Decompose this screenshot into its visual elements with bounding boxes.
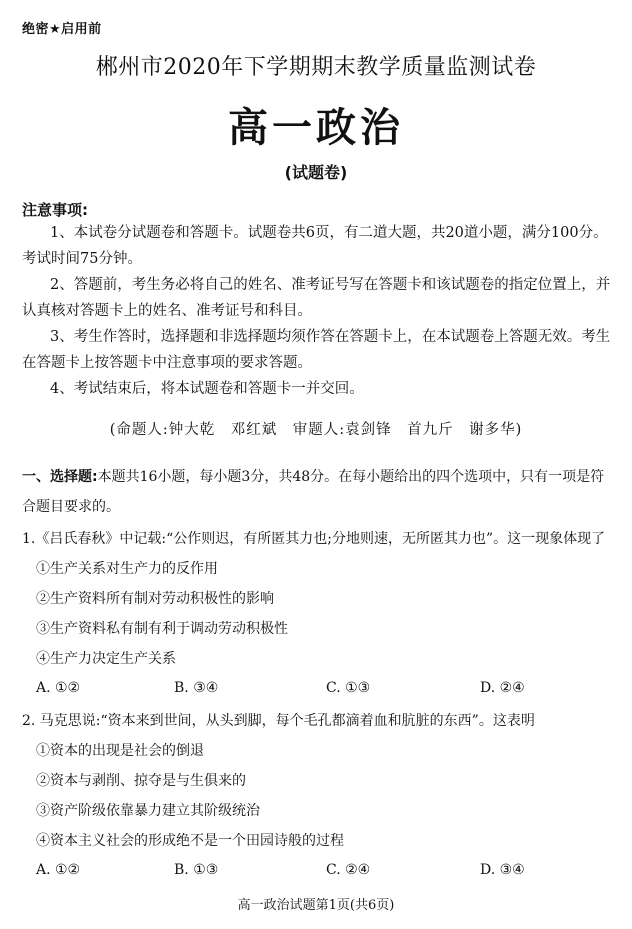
question-2-option-4: ④资本主义社会的形成绝不是一个田园诗般的过程 <box>36 833 344 849</box>
question-1-option-3: ③生产资料私有制有利于调动劳动积极性 <box>36 621 288 637</box>
question-2-option-2: ②资本与剥削、掠夺是与生俱来的 <box>36 773 246 789</box>
section-heading <box>22 462 612 522</box>
paper-type: (试题卷) <box>284 163 348 182</box>
question-1-option-2: ②生产资料所有制对劳动积极性的影响 <box>36 591 274 607</box>
question-1-choice-c: C. ①③ <box>326 680 371 696</box>
question-1-option-4: ④生产力决定生产关系 <box>36 651 176 667</box>
question-2-choice-a: A. ①② <box>36 862 81 878</box>
question-2-choice-b: B. ①③ <box>174 862 219 878</box>
question-2-option-1: ①资本的出现是社会的倒退 <box>36 743 204 759</box>
notice-item-4: 4、考试结束后，将本试题卷和答题卡一并交回。 <box>50 381 364 397</box>
notice-item-3: 3、考生作答时，选择题和非选择题均须作答在答题卡上，在本试题卷上答题无效。考生在答题卡上按答题卡中注意事项的要求答题。 <box>22 329 611 371</box>
section-instructions: 本题共16小题，每小题3分，共48分。在每小题给出的四个选项中，只有一项是符合题目要求的。 <box>22 469 605 515</box>
section-label: 一、选择题: <box>22 469 98 485</box>
subject-title: 高一政治 <box>228 105 404 151</box>
question-1-stem: 1.《吕氏春秋》中记载:“公作则迟，有所匿其力也;分地则速，无所匿其力也”。这一现象体现了 <box>22 531 606 547</box>
question-2-option-3: ③资产阶级依靠暴力建立其阶级统治 <box>36 803 260 819</box>
question-1-choice-a: A. ①② <box>36 680 81 696</box>
notice-title: 注意事项: <box>22 201 88 219</box>
authors-line: (命题人:钟大乾 邓红斌 审题人:袁剑锋 首九斤 谢多华) <box>109 422 523 438</box>
question-1-choice-d: D. ②④ <box>480 680 525 696</box>
page-footer: 高一政治试题第1页(共6页) <box>237 898 395 913</box>
confidential-label: 绝密★启用前 <box>22 22 102 37</box>
question-1-option-1: ①生产关系对生产力的反作用 <box>36 561 218 577</box>
exam-title: 郴州市2020年下学期期末教学质量监测试卷 <box>95 55 537 80</box>
notice-item-2: 2、答题前，考生务必将自己的姓名、准考证号写在答题卡和该试题卷的指定位置上，并认真核对答题卡上的姓名、准考证号和科目。 <box>22 277 611 319</box>
question-2-choice-c: C. ②④ <box>326 862 371 878</box>
question-1-choice-b: B. ③④ <box>174 680 219 696</box>
notice-item-1: 1、本试卷分试题卷和答题卡。试题卷共6页，有二道大题，共20道小题，满分100分。考试时间75分钟。 <box>22 225 608 267</box>
question-2-choice-d: D. ③④ <box>480 862 525 878</box>
question-2-stem: 2. 马克思说:“资本来到世间，从头到脚，每个毛孔都滴着血和肮脏的东西”。这表明 <box>22 713 535 729</box>
